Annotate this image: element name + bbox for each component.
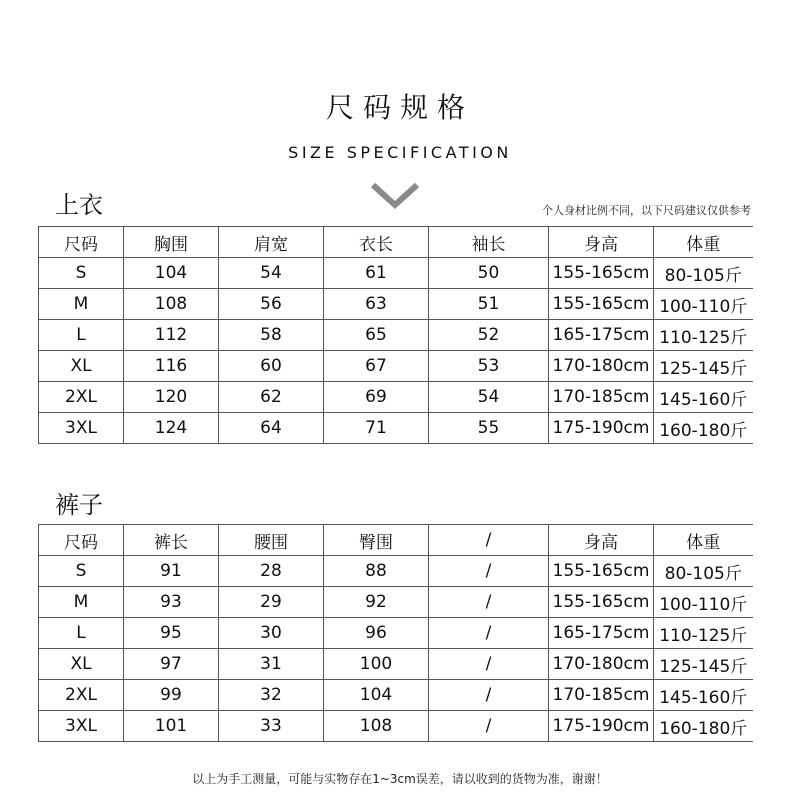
table-cell: 63 [324, 289, 429, 320]
table-cell: 52 [429, 320, 549, 351]
table-cell: 55 [429, 413, 549, 444]
table-cell: 100-110斤 [654, 289, 753, 320]
table-cell: 104 [124, 258, 219, 289]
table-cell: 175-190cm [549, 413, 654, 444]
table-cell: 100 [324, 649, 429, 680]
table-cell: 99 [124, 680, 219, 711]
table-cell: 69 [324, 382, 429, 413]
size-note: 个人身材比例不同，以下尺码建议仅供参考 [542, 204, 751, 217]
table-cell: 125-145斤 [654, 649, 753, 680]
table-row [39, 258, 753, 289]
table-header-cell: / [429, 525, 549, 556]
table-cell: 56 [219, 289, 324, 320]
table-row [39, 618, 753, 649]
table-header-cell: 尺码 [39, 525, 124, 556]
table-header-cell: 身高 [549, 525, 654, 556]
table-row [39, 320, 753, 351]
table-cell: 145-160斤 [654, 680, 753, 711]
table-cell: 108 [324, 711, 429, 742]
table-cell: 101 [124, 711, 219, 742]
table-cell: 170-185cm [549, 680, 654, 711]
table-cell: 88 [324, 556, 429, 587]
table-cell: 155-165cm [549, 587, 654, 618]
table-row [39, 351, 753, 382]
table-cell: 33 [219, 711, 324, 742]
table-cell: 32 [219, 680, 324, 711]
table-cell: L [39, 618, 124, 649]
table-cell: / [429, 649, 549, 680]
table-header-cell: 身高 [549, 227, 654, 258]
table-cell: 50 [429, 258, 549, 289]
table-cell: 96 [324, 618, 429, 649]
table-header-cell: 尺码 [39, 227, 124, 258]
table-cell: 65 [324, 320, 429, 351]
table-cell: 30 [219, 618, 324, 649]
table-cell: 62 [219, 382, 324, 413]
table-header-cell: 衣长 [324, 227, 429, 258]
table-cell: 97 [124, 649, 219, 680]
table-cell: S [39, 556, 124, 587]
table-cell: 71 [324, 413, 429, 444]
table-cell: XL [39, 649, 124, 680]
table-header-row [39, 525, 753, 556]
page-title-en: SIZE SPECIFICATION [288, 143, 512, 162]
table-cell: 116 [124, 351, 219, 382]
table-cell: / [429, 618, 549, 649]
table-row [39, 382, 753, 413]
top-size-table [38, 226, 753, 444]
table-cell: / [429, 711, 549, 742]
page-title-cn: 尺码规格 [325, 91, 474, 124]
table-cell: 175-190cm [549, 711, 654, 742]
measurement-disclaimer: 以上为手工测量，可能与实物存在1~3cm误差，请以收到的货物为准，谢谢！ [192, 772, 608, 786]
table-cell: 110-125斤 [654, 320, 753, 351]
table-cell: 170-185cm [549, 382, 654, 413]
table-cell: 31 [219, 649, 324, 680]
table-cell: 61 [324, 258, 429, 289]
table-cell: 64 [219, 413, 324, 444]
chevron-down-icon [369, 181, 421, 211]
pants-size-table [38, 524, 753, 742]
table-cell: 165-175cm [549, 618, 654, 649]
table-cell: 155-165cm [549, 289, 654, 320]
table-cell: 100-110斤 [654, 587, 753, 618]
table-cell: / [429, 556, 549, 587]
table-cell: XL [39, 351, 124, 382]
table-cell: 60 [219, 351, 324, 382]
table-row [39, 587, 753, 618]
table-row [39, 649, 753, 680]
table-cell: 80-105斤 [654, 258, 753, 289]
table-cell: 3XL [39, 413, 124, 444]
table-cell: S [39, 258, 124, 289]
table-row [39, 680, 753, 711]
table-cell: 125-145斤 [654, 351, 753, 382]
table-header-cell: 肩宽 [219, 227, 324, 258]
table-cell: 110-125斤 [654, 618, 753, 649]
table-row [39, 711, 753, 742]
table-cell: 155-165cm [549, 556, 654, 587]
table-header-row [39, 227, 753, 258]
table-header-cell: 体重 [654, 227, 753, 258]
table-row [39, 413, 753, 444]
table-cell: 53 [429, 351, 549, 382]
table-cell: M [39, 289, 124, 320]
table-cell: M [39, 587, 124, 618]
table-cell: 28 [219, 556, 324, 587]
table-cell: 58 [219, 320, 324, 351]
table-header-cell: 体重 [654, 525, 753, 556]
table-cell: 160-180斤 [654, 711, 753, 742]
table-cell: 29 [219, 587, 324, 618]
table-cell: 165-175cm [549, 320, 654, 351]
table-row [39, 289, 753, 320]
table-cell: 92 [324, 587, 429, 618]
table-header-cell: 胸围 [124, 227, 219, 258]
table-cell: 155-165cm [549, 258, 654, 289]
table-cell: 95 [124, 618, 219, 649]
table-cell: / [429, 587, 549, 618]
table-cell: 112 [124, 320, 219, 351]
table-cell: L [39, 320, 124, 351]
table-cell: 54 [219, 258, 324, 289]
table-cell: 2XL [39, 680, 124, 711]
table-cell: 145-160斤 [654, 382, 753, 413]
table-cell: 67 [324, 351, 429, 382]
table-cell: 54 [429, 382, 549, 413]
table-cell: 104 [324, 680, 429, 711]
table-cell: 160-180斤 [654, 413, 753, 444]
table-cell: 3XL [39, 711, 124, 742]
table-header-cell: 裤长 [124, 525, 219, 556]
table-header-cell: 臀围 [324, 525, 429, 556]
table-cell: 170-180cm [549, 649, 654, 680]
table-cell: 108 [124, 289, 219, 320]
section-title-pants: 裤子 [55, 491, 103, 519]
table-cell: 93 [124, 587, 219, 618]
table-header-cell: 袖长 [429, 227, 549, 258]
table-cell: 80-105斤 [654, 556, 753, 587]
table-header-cell: 腰围 [219, 525, 324, 556]
section-title-top: 上衣 [55, 191, 103, 219]
table-cell: 170-180cm [549, 351, 654, 382]
table-cell: 120 [124, 382, 219, 413]
table-cell: 91 [124, 556, 219, 587]
table-cell: 124 [124, 413, 219, 444]
table-cell: / [429, 680, 549, 711]
table-row [39, 556, 753, 587]
table-cell: 51 [429, 289, 549, 320]
table-cell: 2XL [39, 382, 124, 413]
